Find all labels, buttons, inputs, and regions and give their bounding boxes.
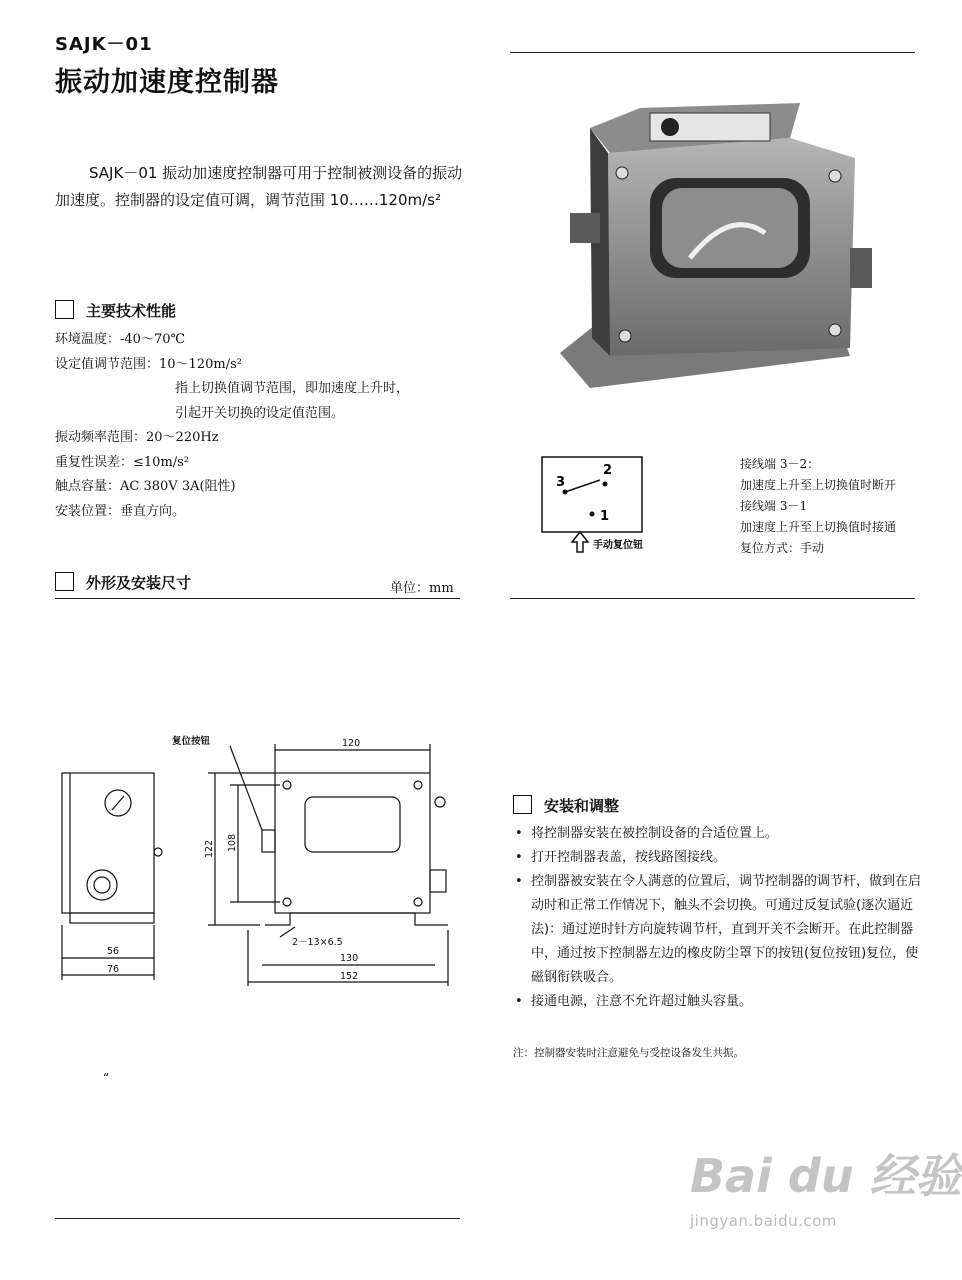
wiring-diagram xyxy=(530,452,680,562)
dim-122: 122 xyxy=(204,839,215,858)
watermark-url: jingyan.baidu.com xyxy=(690,1212,837,1230)
dimensions-section-heading: 外形及安装尺寸 xyxy=(55,572,191,593)
model-number: SAJK－01 xyxy=(55,34,153,55)
dim-56: 56 xyxy=(107,946,120,957)
dim-holes: 2－13×6.5 xyxy=(292,937,343,948)
intro-paragraph: SAJK－01 振动加速度控制器可用于控制被测设备的振动加速度。控制器的设定值可调，调节范围 10……120m/s² xyxy=(55,164,463,209)
spec-row: 振动频率范围：20～220Hz xyxy=(55,430,219,445)
product-photo xyxy=(550,98,880,388)
divider xyxy=(510,52,915,53)
dimension-drawing xyxy=(50,730,470,990)
unit-label: 单位：mm xyxy=(390,581,454,596)
spec-row: 环境温度：-40～70℃ xyxy=(55,332,186,347)
spec-row: 指上切换值调节范围，即加速度上升时， xyxy=(175,381,410,396)
list-item: • 打开控制器表盖，按线路图接线。 xyxy=(513,846,923,870)
page-title: 振动加速度控制器 xyxy=(55,67,279,98)
install-list xyxy=(513,822,923,1014)
checkbox-square-icon xyxy=(513,795,532,814)
terminal-1-label: 1 xyxy=(600,509,610,524)
dim-76: 76 xyxy=(107,964,120,975)
spec-row: 触点容量：AC 380V 3A(阻性) xyxy=(55,479,236,494)
wiring-notes: 接线端 3－2： 加速度上升至上切换值时断开 接线端 3－1 加速度上升至上切换值时接通 复位方式：手动 xyxy=(740,457,897,555)
reset-button-label: 复位按钮 xyxy=(172,736,211,747)
install-note: 注：控制器安装时注意避免与受控设备发生共振。 xyxy=(513,1047,744,1059)
spec-row: 设定值调节范围：10～120m/s² xyxy=(55,356,242,372)
terminal-3-label: 3 xyxy=(556,475,566,490)
divider xyxy=(510,598,915,599)
divider xyxy=(55,1218,460,1219)
spec-row: 重复性误差：≤10m/s² xyxy=(55,454,190,470)
spec-row: 引起开关切换的设定值范围。 xyxy=(175,405,345,421)
divider xyxy=(55,598,460,599)
dim-130: 130 xyxy=(340,953,359,964)
list-item: • 控制器被安装在令人满意的位置后，调节控制器的调节杆，做到在启动时和正常工作情况下，触头不会切换。可通过反复试验(逐次逼近法)：通过逆时针方向旋转调节杆，直到开关不会断开。在此控制器中，通过按下控制器左边的橡皮防尘罩下的按钮(复位按钮)复位，使磁钢衔铁吸合。 xyxy=(513,870,923,990)
checkbox-square-icon xyxy=(55,572,74,591)
spec-row: 安装位置：垂直方向。 xyxy=(55,503,186,519)
list-item: • 将控制器安装在被控制设备的合适位置上。 xyxy=(513,822,923,846)
manual-reset-label: 手动复位钮 xyxy=(593,540,643,551)
checkbox-square-icon xyxy=(55,300,74,319)
stray-mark: “ xyxy=(103,1071,110,1085)
watermark-logo: Bai du 经验 xyxy=(690,1149,962,1203)
specs-list xyxy=(55,328,475,524)
dim-108: 108 xyxy=(227,833,238,852)
terminal-2-label: 2 xyxy=(603,463,613,478)
specs-section-heading: 主要技术性能 xyxy=(55,300,176,321)
install-section-heading: 安装和调整 xyxy=(513,795,619,816)
arrow-up-icon xyxy=(572,532,588,552)
dim-152: 152 xyxy=(340,971,359,982)
list-item: • 接通电源，注意不允许超过触头容量。 xyxy=(513,990,923,1014)
dim-120: 120 xyxy=(342,738,361,749)
